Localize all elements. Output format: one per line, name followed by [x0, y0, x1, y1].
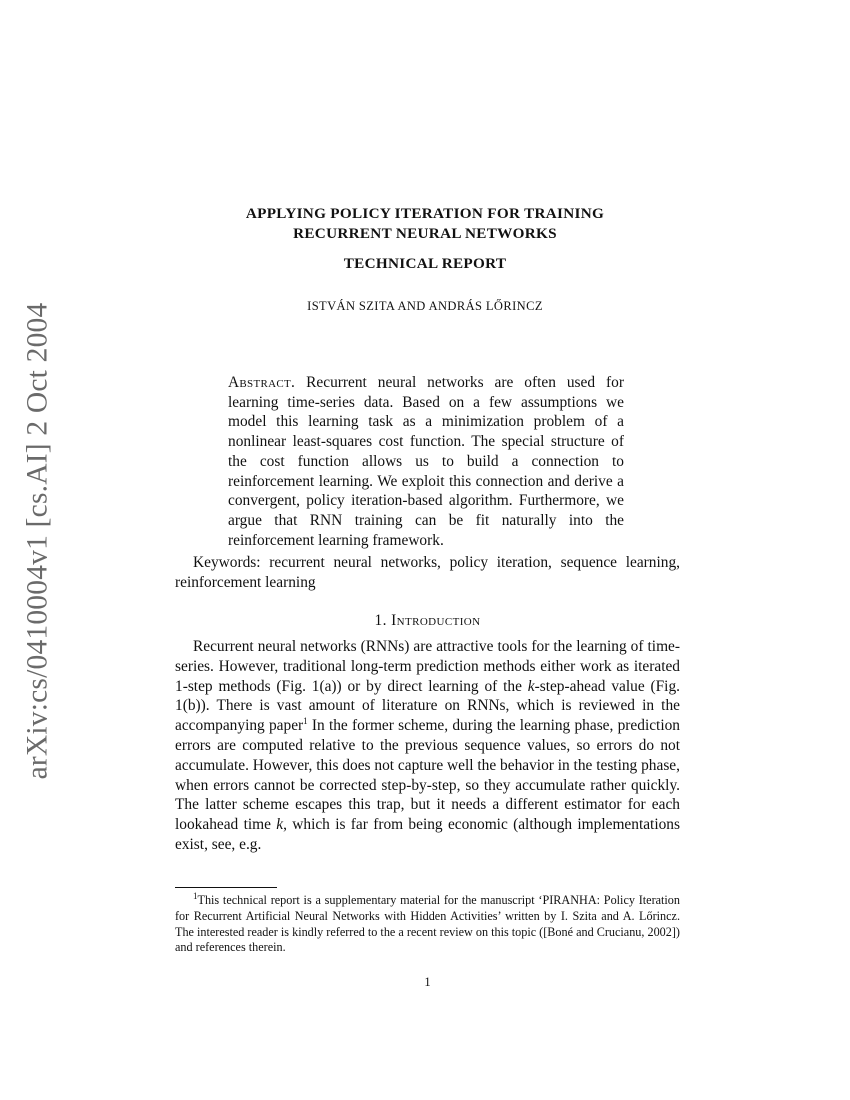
- page-number: 1: [424, 975, 431, 989]
- intro-math-k-second: k: [276, 816, 284, 834]
- footnote-text: This technical report is a supplementary material for the manuscript ‘PIRANHA: Policy Iteration for Recurrent Artificial Neural Networks with Hidden Activities’ written by I. Szita and A. Lőrincz. The interested reader is kindly referred to the a recent review on this topic ([Boné and Crucianu, 2002]) and references therein.: [175, 893, 680, 955]
- intro-math-k: k: [527, 677, 535, 695]
- abstract-label: Abstract.: [228, 374, 296, 391]
- abstract-text: Recurrent neural networks are often used for learning time-series data. Based on a few assumptions we model this learning task as a minimization problem of a nonlinear least-squares cost function. The special structure of the cost function allows us to build a connection to reinforcement learning. We exploit this connection and derive a convergent, policy iteration-based algorithm. Furthermore, we argue that RNN training can be fit naturally into the reinforcement learning framework.: [228, 374, 624, 549]
- title-line-1: APPLYING POLICY ITERATION FOR TRAINING: [245, 205, 605, 222]
- intro-text-part-3: In the former scheme, during the learning phase, prediction errors are computed relative to the previous sequence values, so errors do not accumulate. However, this does not capture well the behavior in the testing phase, when errors cannot be corrected step-by-step, so they accumulate rather quickly. The latter scheme escapes this trap, but it needs a different estimator for each lookahead time: [175, 717, 680, 834]
- intro-text-part-2: -step-ahead value (Fig. 1(b)). There is vast amount of literature on RNNs, which is reviewed in the accompanying paper: [175, 677, 680, 735]
- intro-text-part-4: , which is far from being economic (although implementations exist, see, e.g.: [175, 816, 680, 853]
- footnote-divider: [175, 887, 277, 888]
- paper-authors: ISTVÁN SZITA AND ANDRÁS LŐRINCZ: [307, 299, 543, 313]
- paper-title: [170, 204, 680, 244]
- arxiv-identifier-text: arXiv:cs/0410004v1 [cs.AI] 2 Oct 2004: [21, 302, 54, 779]
- footnote-marker: 1: [303, 716, 308, 727]
- paper-subtitle: TECHNICAL REPORT: [343, 255, 507, 272]
- footnote-number: 1: [193, 890, 198, 901]
- title-line-2: RECURRENT NEURAL NETWORKS: [293, 225, 557, 242]
- section-heading-introduction: 1. Introduction: [374, 612, 481, 629]
- abstract-block: [228, 373, 624, 550]
- intro-text-part-1: Recurrent neural networks (RNNs) are attractive tools for the learning of time-series. However, traditional long-term prediction methods either work as iterated 1-step methods (Fig. 1(a)) or by direct learning of the: [175, 638, 680, 695]
- arxiv-identifier-stamp: [18, 288, 58, 793]
- introduction-paragraph: [175, 637, 680, 855]
- keywords-paragraph: Keywords: recurrent neural networks, policy iteration, sequence learning, reinforcement learning: [175, 554, 680, 591]
- footnote: [175, 890, 680, 956]
